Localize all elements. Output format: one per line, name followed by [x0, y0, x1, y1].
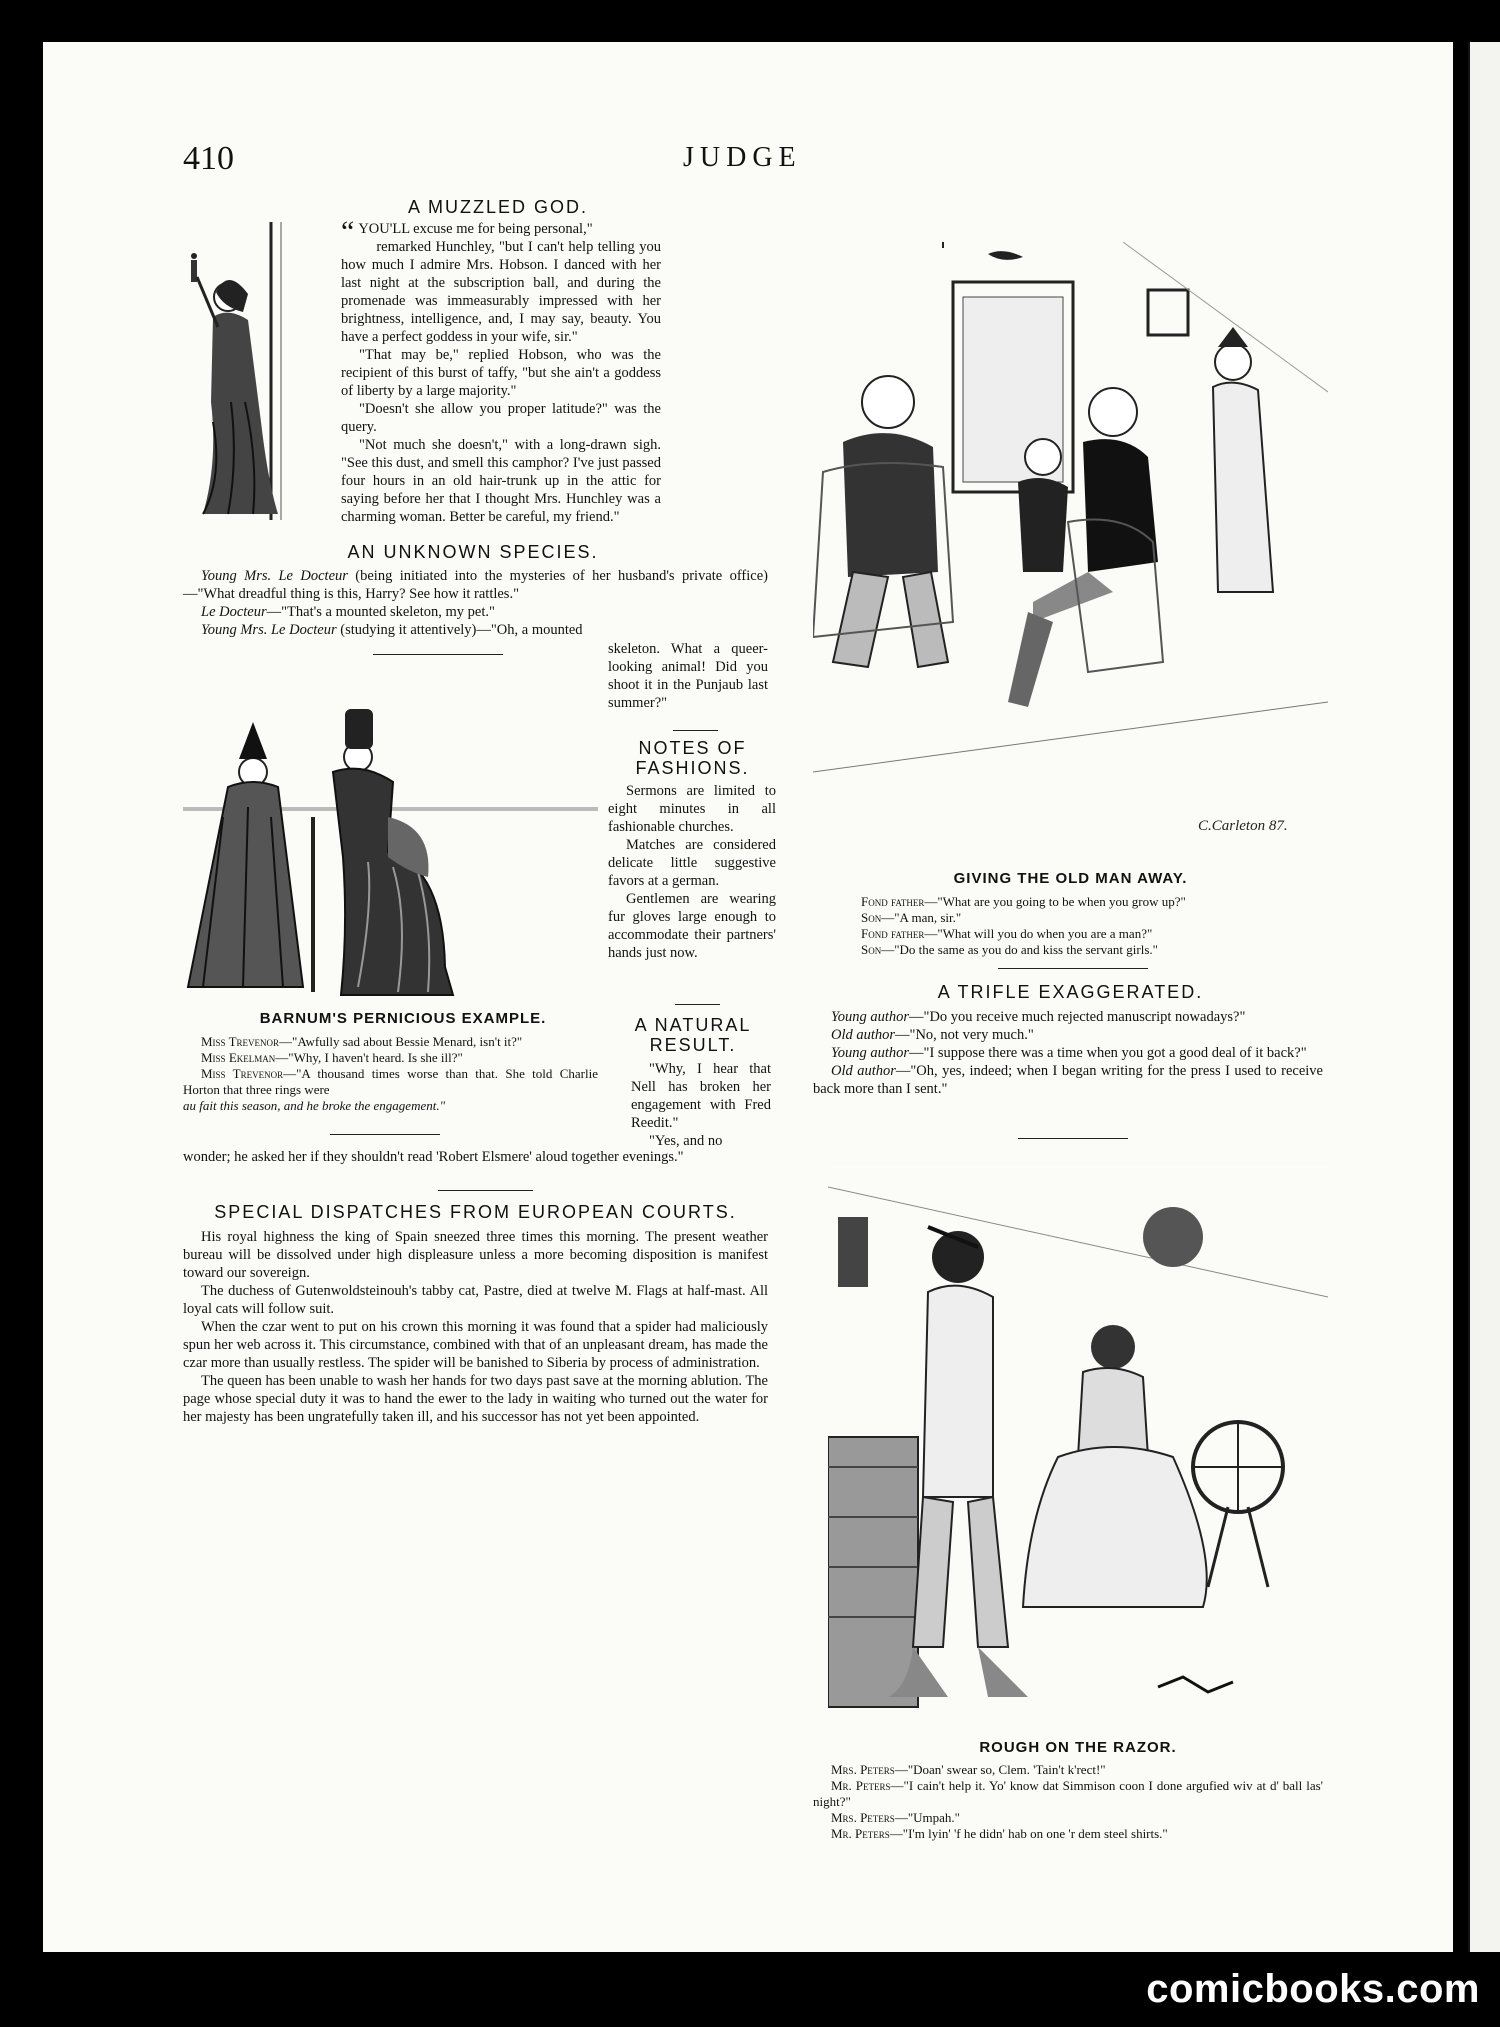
- notes-of-fashions-heading: NOTES OF FASHIONS.: [635, 738, 750, 778]
- speaker: Mr. Peters: [831, 1778, 891, 1793]
- magazine-page: [43, 42, 1453, 1952]
- speaker: Miss Ekelman: [201, 1050, 276, 1065]
- top-black-bar: [0, 0, 1500, 42]
- speaker: Young Mrs. Le Docteur: [201, 568, 348, 584]
- page-number: 410: [183, 140, 234, 177]
- unknown-species-continuation: [608, 640, 768, 712]
- barnum-caption: BARNUM'S PERNICIOUS EXAMPLE.: [259, 1010, 547, 1027]
- old-man-dialogue: [843, 894, 1323, 958]
- old-man-illustration: [813, 242, 1328, 847]
- dispatch-paragraph: The duchess of Gutenwoldsteinouh's tabby cat, Pastre, died at twelve M. Flags at half-mast. All loyal cats will follow suit.: [183, 1283, 768, 1317]
- speaker: Son: [861, 910, 882, 925]
- trifle-body: [813, 1008, 1323, 1098]
- dialogue-text: —"What are you going to be when you grow up?": [924, 894, 1186, 909]
- dispatch-paragraph: The queen has been unable to wash her hands for two days past save at the morning ablution. The page whose special duty it was to hand the ewer to the lady in waiting who turned out the water for her majesty has been ungratefully taken ill, and his successor has not yet been appointed.: [183, 1373, 768, 1425]
- natural-result-heading-line: A NATURAL: [634, 1015, 752, 1035]
- natural-result-paragraph: "Why, I hear that Nell has broken her engagement with Fred Reedit.": [631, 1061, 771, 1131]
- natural-result-paragraph: "Yes, and no: [649, 1133, 723, 1149]
- muzzled-god-paragraph: "Not much she doesn't," with a long-drawn sigh. "See this dust, and smell this camphor? I've just passed four hours in an old hair-trunk up in the attic for saying before her that I thought Mrs. Hunchley was a charming woman. Better be careful, my friend.": [341, 437, 661, 525]
- dialogue-text: —"I'm lyin' 'f he didn' hab on one 'r dem steel shirts.": [889, 1826, 1168, 1841]
- muzzled-god-body: “ YOU'LL excuse me for being personal," remarked Hunchley, "but I can't help telling you how much I admire Mrs. Hobson. I danced with her last night at the subscription ball, and during the promenade was immeasurably impressed with her brightness, intelligence, and, I may say, beauty. You have a perfect goddess in your wife, sir." "That may be," replied Hobson, who was the recipient of this burst of taffy, "but she ain't a goddess of liberty by a large majority." "Doesn't she allow you proper latitude?" was the query. "Not much she doesn't," with a long-drawn sigh. "See this dust, and smell this camphor? I've just passed four hours in an old hair-trunk up in the attic for saying before her that I thought Mrs. Hunchley was a charming woman. Better be careful, my friend.": [341, 215, 661, 525]
- two-ladies-illustration: [183, 667, 598, 997]
- divider: [1018, 1138, 1128, 1139]
- speaker: Old author: [831, 1063, 896, 1079]
- trifle-heading: A TRIFLE EXAGGERATED.: [937, 982, 1204, 1002]
- speaker: Le Docteur: [201, 604, 267, 620]
- muzzled-god-heading: A MUZZLED GOD.: [407, 197, 588, 217]
- dialogue-text: —"I cain't help it. Yo' know dat Simmison coon I done argufied wiv at d' ball las' night?": [813, 1778, 1323, 1809]
- unknown-species-continuation-text: skeleton. What a queer-looking animal! Did you shoot it in the Punjaub last summer?": [608, 641, 768, 711]
- dialogue-text: —"Why, I haven't heard. Is she ill?": [275, 1050, 463, 1065]
- adjacent-page-edge: [1468, 42, 1500, 1952]
- razor-dialogue: [813, 1762, 1323, 1842]
- speaker: Fond father: [861, 926, 925, 941]
- fashion-note: Gentlemen are wearing fur gloves large enough to accommodate their partners' hands just now.: [608, 891, 776, 961]
- notes-of-fashions-body: [608, 782, 776, 962]
- divider: [675, 1004, 720, 1005]
- speaker: Old author: [831, 1027, 896, 1043]
- dialogue-text: —"Awfully sad about Bessie Menard, isn't it?": [279, 1034, 523, 1049]
- dispatches-heading: SPECIAL DISPATCHES FROM EUROPEAN COURTS.: [214, 1202, 737, 1222]
- divider: [373, 654, 503, 655]
- natural-result-heading-line: RESULT.: [649, 1035, 737, 1055]
- dialogue-text: —"Oh, yes, indeed; when I began writing for the press I used to receive back more than I sent.": [813, 1063, 1323, 1097]
- muzzled-god-paragraph: remarked Hunchley, "but I can't help telling you how much I admire Mrs. Hobson. I danced with her last night at the subscription ball, and during the promenade was immeasurably impressed with her brightness, intelligence, and, I may say, beauty. You have a perfect goddess in your wife, sir.": [341, 239, 661, 345]
- barnum-dialogue: [183, 1034, 598, 1114]
- natural-result-body: [631, 1060, 771, 1150]
- dialogue-text: —"A man, sir.": [881, 910, 962, 925]
- speaker: Fond father: [861, 894, 925, 909]
- masthead: JUDGE: [683, 142, 802, 173]
- speaker: Miss Trevenor: [201, 1034, 280, 1049]
- watermark: comicbooks.com: [1146, 1967, 1480, 2011]
- speaker: Mrs. Peters: [831, 1762, 895, 1777]
- speaker: Son: [861, 942, 882, 957]
- speaker: Young author: [831, 1009, 910, 1025]
- dialogue-text: —"Doan' swear so, Clem. 'Tain't k'rect!": [894, 1762, 1106, 1777]
- dialogue-text: —"Do the same as you do and kiss the servant girls.": [881, 942, 1158, 957]
- divider: [673, 730, 718, 731]
- divider: [998, 968, 1148, 969]
- dialogue-text: —"A thousand times worse than that. She told Charlie Horton that three rings were: [183, 1066, 598, 1097]
- woman-with-candle-illustration: [183, 222, 313, 520]
- dispatch-paragraph: When the czar went to put on his crown this morning it was found that a spider had maliciously spun her web across it. This circumstance, combined with that of an unpleasant dream, has made the czar more than usually restless. The spider will be banished to Siberia by process of administration.: [183, 1319, 768, 1371]
- speaker: Mr. Peters: [831, 1826, 890, 1841]
- unknown-species-heading: AN UNKNOWN SPECIES.: [347, 542, 599, 562]
- fashion-note: Sermons are limited to eight minutes in all fashionable churches.: [608, 783, 776, 835]
- dialogue-text: —"Umpah.": [894, 1810, 960, 1825]
- natural-result-continuation: [183, 1148, 768, 1166]
- dialogue-text: —"Do you receive much rejected manuscript nowadays?": [909, 1009, 1246, 1025]
- dialogue-text: —"That's a mounted skeleton, my pet.": [266, 604, 495, 620]
- dialogue-text: (being initiated into the mysteries of her husband's private office)—"What dreadful thing is this, Harry? See how it rattles.": [183, 568, 768, 602]
- dialogue-text: (studying it attentively)—"Oh, a mounted: [336, 622, 583, 638]
- illustration-signature: C.Carleton 87.: [1198, 818, 1288, 834]
- dialogue-text: —"What will you do when you are a man?": [924, 926, 1153, 941]
- muzzled-god-first-line: YOU'LL excuse me for being personal,": [358, 221, 593, 237]
- speaker: Miss Trevenor: [201, 1066, 284, 1081]
- dialogue-text: —"No, not very much.": [895, 1027, 1034, 1043]
- natural-result-continuation-text: wonder; he asked her if they shouldn't read 'Robert Elsmere' aloud together evenings.": [183, 1149, 684, 1165]
- razor-illustration: [828, 1167, 1328, 1717]
- dialogue-text: au fait this season, and he broke the engagement.": [183, 1098, 446, 1113]
- dialogue-text: —"I suppose there was a time when you got a good deal of it back?": [909, 1045, 1307, 1061]
- speaker: Young Mrs. Le Docteur: [201, 622, 337, 638]
- muzzled-god-paragraph: "Doesn't she allow you proper latitude?" was the query.: [341, 401, 661, 435]
- natural-result-heading: [623, 1015, 763, 1055]
- divider: [438, 1190, 533, 1191]
- fashion-note: Matches are considered delicate little suggestive favors at a german.: [608, 837, 776, 889]
- divider: [330, 1134, 440, 1135]
- speaker: Mrs. Peters: [831, 1810, 895, 1825]
- dispatch-paragraph: His royal highness the king of Spain sneezed three times this morning. The present weather bureau will be dissolved under high displeasure unless a more becoming disposition is manifest toward our sovereign.: [183, 1229, 768, 1281]
- muzzled-god-paragraph: "That may be," replied Hobson, who was the recipient of this burst of taffy, "but she ain't a goddess of liberty by a large majority.": [341, 347, 661, 399]
- dispatches-body: [183, 1228, 768, 1426]
- footer-bar: [0, 1952, 1500, 2027]
- old-man-caption: GIVING THE OLD MAN AWAY.: [953, 870, 1188, 887]
- razor-caption: ROUGH ON THE RAZOR.: [979, 1739, 1177, 1756]
- unknown-species-body: [183, 567, 768, 639]
- speaker: Young author: [831, 1045, 910, 1061]
